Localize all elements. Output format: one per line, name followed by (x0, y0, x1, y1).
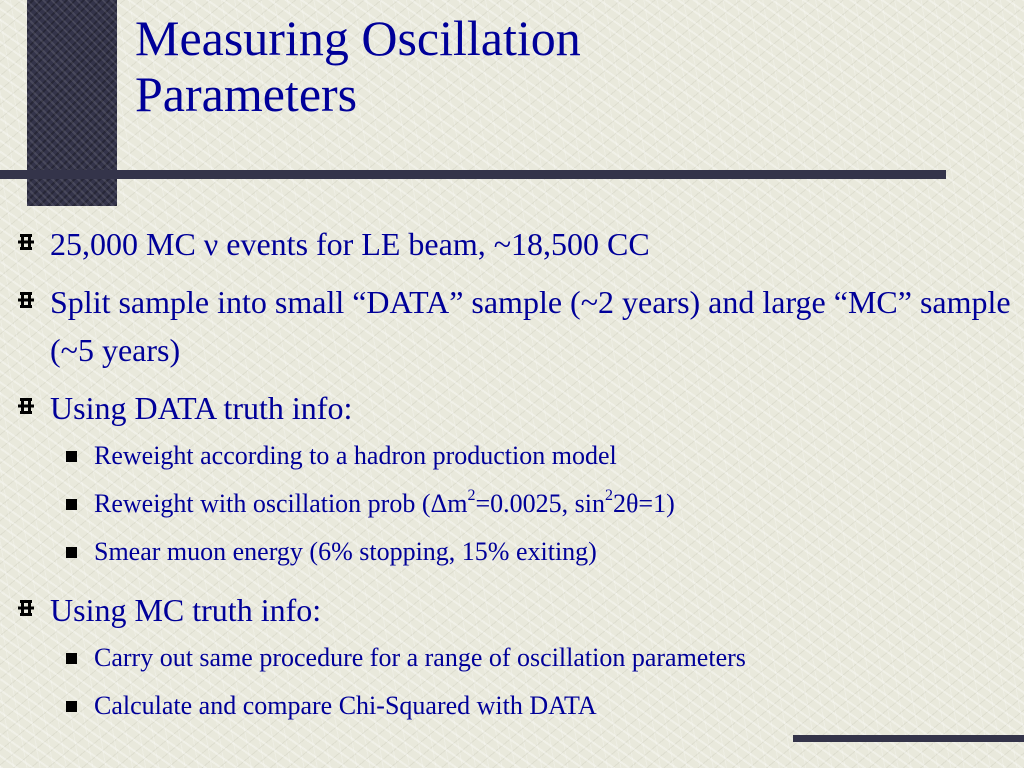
bullet-item (18, 220, 1018, 268)
bullet-text: 25,000 MC ν events for LE beam, ~18,500 CC (50, 226, 650, 262)
z-bullet-icon (18, 291, 34, 309)
sub-bullet-item (18, 480, 1018, 528)
square-bullet-icon (66, 653, 77, 664)
title-divider-rule (0, 170, 946, 179)
bullet-text: Split sample into small “DATA” sample (~2 years) and large “MC” sample (~5 years) (50, 284, 1011, 368)
z-bullet-icon (18, 397, 34, 415)
title-line-1: Measuring Oscillation (135, 10, 581, 66)
sub-bullet-list (18, 432, 1018, 576)
sub-bullet-item (18, 528, 1018, 576)
sub-bullet-text-part: =0.0025, sin (475, 489, 605, 518)
bullet-text: Using MC truth info: (50, 592, 322, 628)
sub-bullet-item (18, 432, 1018, 480)
z-bullet-icon (18, 233, 34, 251)
sub-bullet-text: Reweight according to a hadron production model (94, 441, 617, 470)
slide-title (135, 10, 995, 122)
square-bullet-icon (66, 701, 77, 712)
sub-bullet-text: Calculate and compare Chi-Squared with DATA (94, 691, 597, 720)
square-bullet-icon (66, 547, 77, 558)
square-bullet-icon (66, 451, 77, 462)
bullet-text: Using DATA truth info: (50, 390, 353, 426)
sub-bullet-item (18, 634, 1018, 682)
title-line-2: Parameters (135, 66, 358, 122)
sub-bullet-list (18, 634, 1018, 730)
bullet-item (18, 586, 1018, 634)
slide-body (18, 220, 1018, 730)
footer-accent-rule (793, 735, 1024, 742)
bullet-item (18, 384, 1018, 432)
superscript: 2 (467, 487, 476, 505)
superscript: 2 (604, 487, 613, 505)
sub-bullet-item (18, 682, 1018, 730)
bullet-item (18, 278, 1018, 374)
sub-bullet-text: Smear muon energy (6% stopping, 15% exiting) (94, 537, 597, 566)
sub-bullet-text: Carry out same procedure for a range of oscillation parameters (94, 643, 746, 672)
square-bullet-icon (66, 499, 77, 510)
sub-bullet-text-part: Reweight with oscillation prob (Δm (94, 489, 468, 518)
z-bullet-icon (18, 599, 34, 617)
sub-bullet-text-part: 2θ=1) (612, 489, 675, 518)
